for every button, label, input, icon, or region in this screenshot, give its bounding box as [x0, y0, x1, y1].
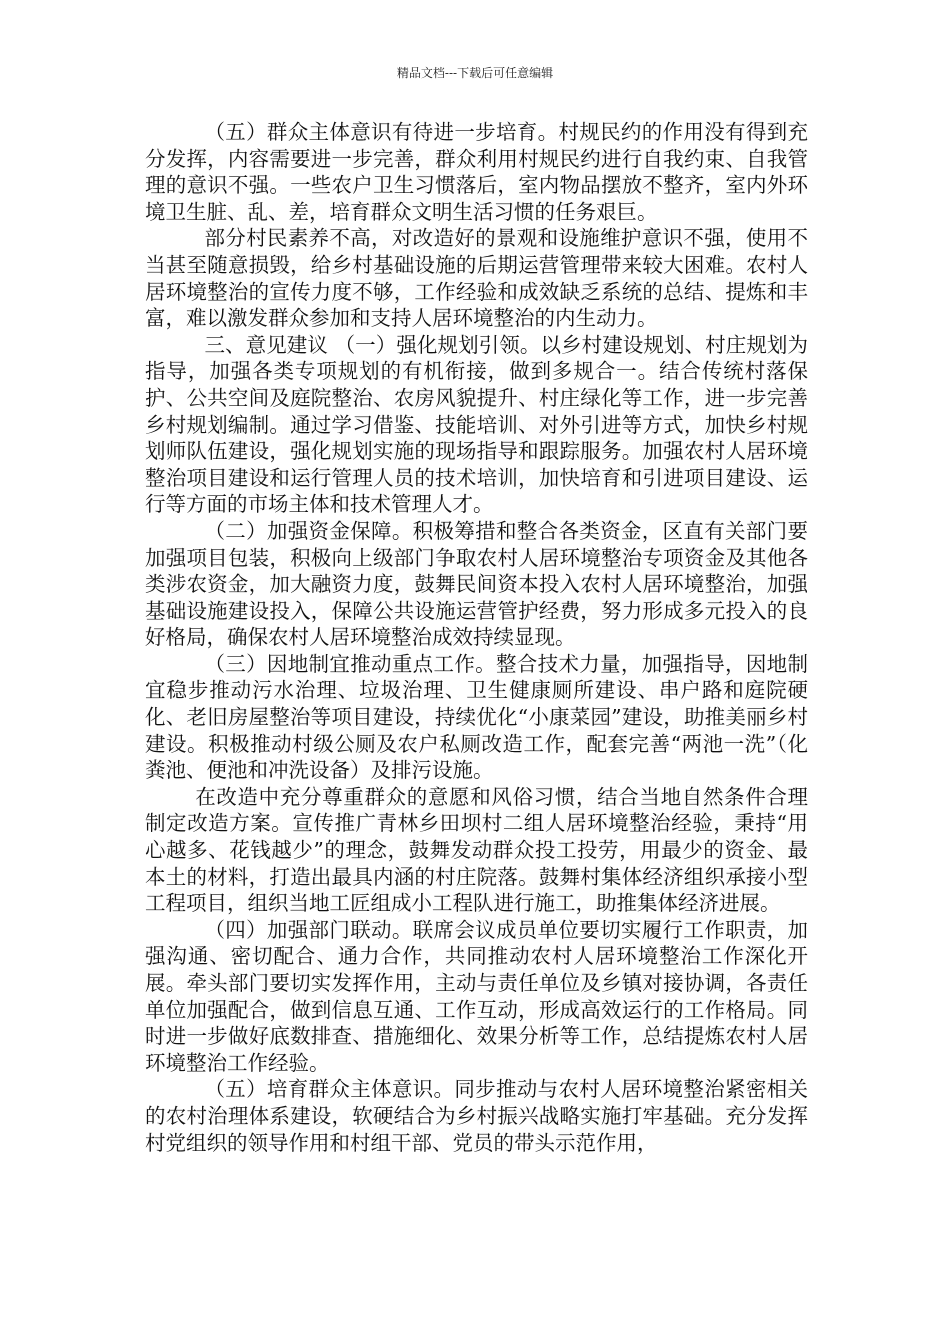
- paragraph: （五）培育群众主体意识。同步推动与农村人居环境整治紧密相关的农村治理体系建设，软硬结合为乡村振兴战略实施打牢基础。充分发挥村党组织的领导作用和村组干部、党员的带头示范作用，: [145, 1077, 808, 1155]
- page-header: 精品文档---下载后可任意编辑: [396, 66, 554, 80]
- document-body: [145, 119, 808, 1156]
- paragraph: 部分村民素养不高，对改造好的景观和设施维护意识不强，使用不当甚至随意损毁，给乡村基础设施的后期运营管理带来较大困难。农村人居环境整治的宣传力度不够，工作经验和成效缺乏系统的总结、提炼和丰富，难以激发群众参加和支持人居环境整治的内生动力。: [145, 226, 808, 331]
- paragraph: 在改造中充分尊重群众的意愿和风俗习惯，结合当地自然条件合理制定改造方案。宣传推广青林乡田坝村二组人居环境整治经验，秉持“用心越多、花钱越少”的理念，鼓舞发动群众投工投劳，用最少的资金、最本土的材料，打造出最具内涵的村庄院落。鼓舞村集体经济组织承接小型工程项目，组织当地工匠组成小工程队进行施工，助推集体经济进展。: [145, 784, 808, 916]
- paragraph: （五）群众主体意识有待进一步培育。村规民约的作用没有得到充分发挥，内容需要进一步完善，群众利用村规民约进行自我约束、自我管理的意识不强。一些农户卫生习惯落后，室内物品摆放不整齐，室内外环境卫生脏、乱、差，培育群众文明生活习惯的任务艰巨。: [145, 120, 808, 224]
- paragraph: （二）加强资金保障。积极筹措和整合各类资金，区直有关部门要加强项目包装，积极向上级部门争取农村人居环境整治专项资金及其他各类涉农资金，加大融资力度，鼓舞民间资本投入农村人居环境整治，加强基础设施建设投入，保障公共设施运营管护经费，努力形成多元投入的良好格局，确保农村人居环境整治成效持续显现。: [145, 518, 808, 650]
- paragraph: （三）因地制宜推动重点工作。整合技术力量，加强指导，因地制宜稳步推动污水治理、垃圾治理、卫生健康厕所建设、串户路和庭院硬化、老旧房屋整治等项目建设，持续优化“小康菜园”建设，助推美丽乡村建设。积极推动村级公厕及农户私厕改造工作，配套完善“两池一洗”（化粪池、便池和冲洗设备）及排污设施。: [145, 651, 808, 783]
- paragraph: 三、意见建议 （一）强化规划引领。以乡村建设规划、村庄规划为指导，加强各类专项规划的有机衔接，做到多规合一。结合传统村落保护、公共空间及庭院整治、农房风貌提升、村庄绿化等工作，进一步完善乡村规划编制。通过学习借鉴、技能培训、对外引进等方式，加快乡村规划师队伍建设，强化规划实施的现场指导和跟踪服务。加强农村人居环境整治项目建设和运行管理人员的技术培训，加快培育和引进项目建设、运行等方面的市场主体和技术管理人才。: [145, 332, 808, 517]
- paragraph: （四）加强部门联动。联席会议成员单位要切实履行工作职责，加强沟通、密切配合、通力合作，共同推动农村人居环境整治工作深化开展。牵头部门要切实发挥作用，主动与责任单位及乡镇对接协调，各责任单位加强配合，做到信息互通、工作互动，形成高效运行的工作格局。同时进一步做好底数排查、措施细化、效果分析等工作，总结提炼农村人居环境整治工作经验。: [145, 917, 808, 1075]
